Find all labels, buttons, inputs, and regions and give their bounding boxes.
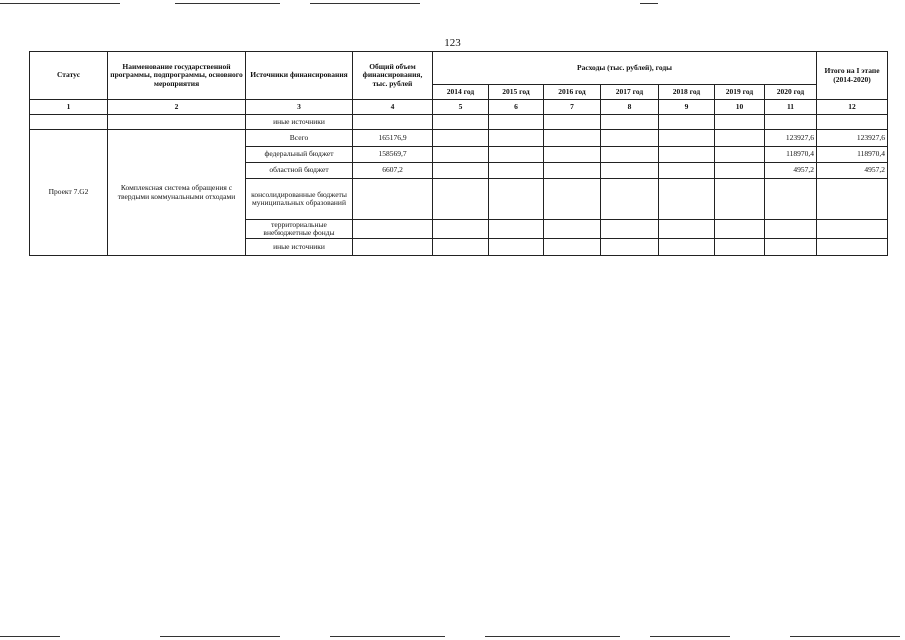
year-2020-value xyxy=(765,179,817,220)
year-2016: 2016 год xyxy=(544,85,601,100)
col-num: 2 xyxy=(108,100,246,115)
col-num: 5 xyxy=(433,100,489,115)
year-2014: 2014 год xyxy=(433,85,489,100)
header-stage-total: Итого на I этапе (2014-2020) xyxy=(817,52,888,100)
col-num: 10 xyxy=(715,100,765,115)
table-row xyxy=(30,130,888,147)
source-label: областной бюджет xyxy=(246,163,353,179)
scan-edge-line xyxy=(0,3,120,4)
project-status: Проект 7.G2 xyxy=(30,130,108,256)
col-num: 6 xyxy=(489,100,544,115)
scan-edge-line xyxy=(0,636,60,637)
stage-total-value: 4957,2 xyxy=(817,163,888,179)
source-label: Всего xyxy=(246,130,353,147)
scan-edge-line xyxy=(175,3,280,4)
scan-edge-line xyxy=(330,636,445,637)
scan-edge-line xyxy=(160,636,280,637)
year-2020-value: 118970,4 xyxy=(765,147,817,163)
year-2018: 2018 год xyxy=(659,85,715,100)
year-2015: 2015 год xyxy=(489,85,544,100)
scan-edge-line xyxy=(790,636,900,637)
previous-section-row xyxy=(30,115,888,130)
project-name: Комплексная система обращения с твердыми коммунальными отходами xyxy=(108,130,246,256)
source-label: федеральный бюджет xyxy=(246,147,353,163)
year-2020-value: 123927,6 xyxy=(765,130,817,147)
header-expenses: Расходы (тыс. рублей), годы xyxy=(433,52,817,85)
stage-total-value: 123927,6 xyxy=(817,130,888,147)
source-label: иные источники xyxy=(246,115,353,130)
total-volume xyxy=(353,220,433,239)
col-num: 9 xyxy=(659,100,715,115)
col-num: 7 xyxy=(544,100,601,115)
stage-total-value xyxy=(817,220,888,239)
total-volume xyxy=(353,239,433,256)
header-status: Статус xyxy=(30,52,108,100)
header-total-volume: Общий объем финансирования, тыс. рублей xyxy=(353,52,433,100)
header-funding-sources: Источники финансирования xyxy=(246,52,353,100)
stage-total-value xyxy=(817,239,888,256)
year-2020-value xyxy=(765,220,817,239)
total-volume: 6607,2 xyxy=(353,163,433,179)
source-label: иные источники xyxy=(246,239,353,256)
total-volume: 165176,9 xyxy=(353,130,433,147)
scan-edge-line xyxy=(485,636,620,637)
col-num: 3 xyxy=(246,100,353,115)
scan-edge-line xyxy=(310,3,420,4)
year-2017: 2017 год xyxy=(601,85,659,100)
stage-total-value: 118970,4 xyxy=(817,147,888,163)
column-numbers-row xyxy=(30,100,888,115)
source-label: территориальные внебюджетные фонды xyxy=(246,220,353,239)
col-num: 11 xyxy=(765,100,817,115)
year-2020: 2020 год xyxy=(765,85,817,100)
source-label: консолидированные бюджеты муниципальных образований xyxy=(246,179,353,220)
col-num: 1 xyxy=(30,100,108,115)
scan-edge-line xyxy=(640,3,658,4)
year-2020-value xyxy=(765,239,817,256)
page-number: 123 xyxy=(444,37,461,49)
year-2020-value: 4957,2 xyxy=(765,163,817,179)
header-program-name: Наименование государственной программы, подпрограммы, основного мероприятия xyxy=(108,52,246,100)
col-num: 4 xyxy=(353,100,433,115)
col-num: 8 xyxy=(601,100,659,115)
stage-total-value xyxy=(817,179,888,220)
total-volume xyxy=(353,179,433,220)
year-2019: 2019 год xyxy=(715,85,765,100)
col-num: 12 xyxy=(817,100,888,115)
scan-edge-line xyxy=(650,636,730,637)
budget-table xyxy=(29,51,888,256)
total-volume: 158569,7 xyxy=(353,147,433,163)
